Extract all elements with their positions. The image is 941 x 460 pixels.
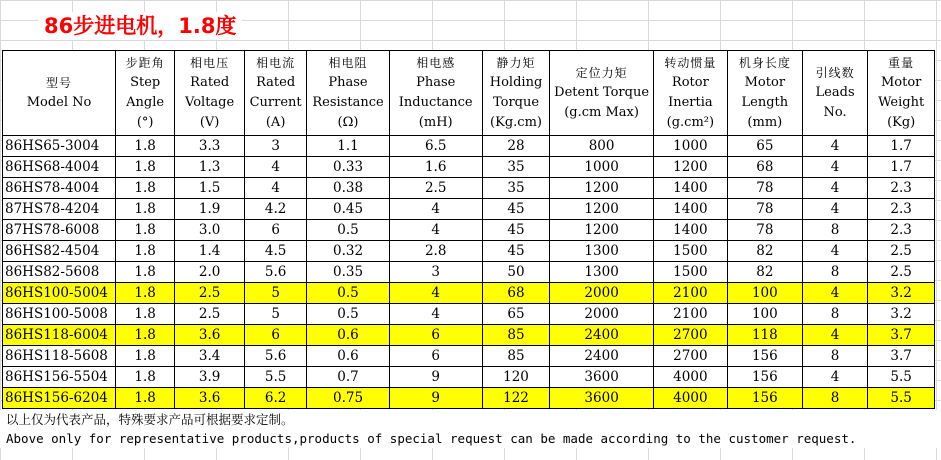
page-title: 86步进电机，1.8度 [38, 12, 242, 40]
column-header-cn: 引线数 [815, 66, 855, 80]
model-cell: 86HS100-5008 [3, 304, 116, 325]
table-cell: 1.4 [175, 241, 245, 262]
column-header-unit: (Kg) [887, 115, 916, 130]
column-header-cn: 定位力矩 [575, 66, 628, 80]
table-row [3, 220, 935, 241]
column-header-unit: (Kg.cm) [490, 115, 542, 130]
table-cell: 3.6 [175, 325, 245, 346]
table-cell: 4.5 [244, 241, 306, 262]
column-header [116, 51, 175, 136]
column-header-unit: (Ω) [337, 115, 359, 130]
table-cell: 1200 [550, 199, 654, 220]
column-header-unit: (mm) [747, 115, 783, 130]
table-cell: 4 [389, 199, 482, 220]
column-header-cn: 相电压 [190, 56, 230, 70]
table-cell: 1300 [550, 241, 654, 262]
table-cell: 2.5 [389, 178, 482, 199]
table-cell: 3.2 [868, 304, 935, 325]
table-row [3, 199, 935, 220]
column-header [868, 51, 935, 136]
table-cell: 120 [482, 367, 550, 388]
table-cell: 4 [244, 157, 306, 178]
column-header [389, 51, 482, 136]
table-cell: 0.32 [307, 241, 389, 262]
table-cell: 28 [482, 136, 550, 157]
table-cell: 1.5 [175, 178, 245, 199]
table-cell: 0.45 [307, 199, 389, 220]
table-cell: 1200 [550, 220, 654, 241]
table-cell: 4000 [653, 367, 727, 388]
table-cell: 0.38 [307, 178, 389, 199]
table-cell: 1.8 [116, 304, 175, 325]
column-header [244, 51, 306, 136]
column-header-en: Rated Current [249, 75, 302, 110]
table-cell: 8 [802, 346, 868, 367]
table-row [3, 325, 935, 346]
table-cell: 800 [550, 136, 654, 157]
table-cell: 0.5 [307, 304, 389, 325]
table-cell: 78 [727, 220, 802, 241]
table-cell: 1.8 [116, 283, 175, 304]
table-row [3, 304, 935, 325]
column-header-en: Leads No. [815, 85, 855, 120]
table-cell: 3.7 [868, 325, 935, 346]
table-row [3, 157, 935, 178]
table-cell: 6 [389, 325, 482, 346]
column-header [727, 51, 802, 136]
table-cell: 3600 [550, 367, 654, 388]
table-cell: 4.2 [244, 199, 306, 220]
table-cell: 1.6 [389, 157, 482, 178]
table-cell: 9 [389, 388, 482, 409]
table-cell: 1400 [653, 199, 727, 220]
header-row [3, 51, 935, 136]
table-cell: 4 [389, 304, 482, 325]
table-row [3, 367, 935, 388]
table-cell: 4 [802, 157, 868, 178]
table-cell: 3.3 [175, 136, 245, 157]
table-cell: 2.0 [175, 262, 245, 283]
column-header-unit: (A) [265, 115, 286, 130]
table-cell: 2.5 [868, 241, 935, 262]
note-chinese: 以上仅为代表产品，特殊要求产品可根据要求定制。 [0, 410, 941, 429]
model-cell: 86HS82-5608 [3, 262, 116, 283]
table-cell: 1200 [550, 178, 654, 199]
column-header [307, 51, 389, 136]
column-header-en: Detent Torque [554, 85, 650, 100]
column-header-en: Phase Inductance [398, 75, 473, 110]
column-header-unit: (g.cm²) [666, 115, 715, 130]
table-cell: 4 [802, 283, 868, 304]
table-cell: 1.8 [116, 178, 175, 199]
table-cell: 156 [727, 346, 802, 367]
column-header-en: Motor Weight [878, 75, 925, 110]
table-cell: 1.8 [116, 199, 175, 220]
table-cell: 6 [244, 325, 306, 346]
table-cell: 0.33 [307, 157, 389, 178]
table-cell: 100 [727, 304, 802, 325]
table-cell: 1.7 [868, 157, 935, 178]
table-cell: 8 [802, 220, 868, 241]
table-cell: 5 [244, 304, 306, 325]
table-cell: 6 [244, 220, 306, 241]
column-header-cn: 型号 [46, 76, 73, 90]
table-cell: 45 [482, 241, 550, 262]
table-cell: 0.6 [307, 325, 389, 346]
column-header-unit: (mH) [418, 115, 453, 130]
column-header [653, 51, 727, 136]
table-cell: 1.8 [116, 241, 175, 262]
table-cell: 122 [482, 388, 550, 409]
model-cell: 86HS65-3004 [3, 136, 116, 157]
table-cell: 8 [802, 262, 868, 283]
table-cell: 4 [802, 178, 868, 199]
table-cell: 1200 [653, 157, 727, 178]
table-cell: 3 [244, 136, 306, 157]
model-cell: 86HS82-4504 [3, 241, 116, 262]
table-cell: 1.8 [116, 157, 175, 178]
table-cell: 82 [727, 262, 802, 283]
column-header-en: Step Angle [126, 75, 165, 110]
model-cell: 86HS156-5504 [3, 367, 116, 388]
table-cell: 68 [727, 157, 802, 178]
table-cell: 3.6 [175, 388, 245, 409]
column-header-en: Phase Resistance [312, 75, 384, 110]
table-cell: 1500 [653, 262, 727, 283]
table-cell: 2.3 [868, 220, 935, 241]
table-cell: 0.6 [307, 346, 389, 367]
table-cell: 1.8 [116, 388, 175, 409]
model-cell: 87HS78-6008 [3, 220, 116, 241]
model-cell: 86HS118-5608 [3, 346, 116, 367]
column-header-cn: 相电感 [416, 56, 456, 70]
table-cell: 1400 [653, 220, 727, 241]
table-cell: 35 [482, 178, 550, 199]
model-cell: 87HS78-4204 [3, 199, 116, 220]
table-cell: 5 [244, 283, 306, 304]
table-cell: 4 [244, 178, 306, 199]
table-cell: 45 [482, 220, 550, 241]
column-header-en: Rated Voltage [185, 75, 235, 110]
table-cell: 156 [727, 388, 802, 409]
table-cell: 5.5 [868, 367, 935, 388]
model-cell: 86HS78-4004 [3, 178, 116, 199]
column-header [550, 51, 654, 136]
table-cell: 6.5 [389, 136, 482, 157]
table-cell: 1.8 [116, 220, 175, 241]
table-cell: 5.5 [868, 388, 935, 409]
column-header [802, 51, 868, 136]
table-row [3, 178, 935, 199]
table-cell: 8 [802, 388, 868, 409]
note-english: Above only for representative products,products of special request can be made according to the customer request. [0, 429, 941, 448]
table-cell: 78 [727, 178, 802, 199]
table-cell: 4 [802, 325, 868, 346]
table-cell: 118 [727, 325, 802, 346]
column-header-en: Holding Torque [489, 75, 543, 110]
column-header-unit: (°) [136, 115, 154, 130]
table-cell: 2400 [550, 346, 654, 367]
table-cell: 1.8 [116, 136, 175, 157]
column-header [482, 51, 550, 136]
table-cell: 156 [727, 367, 802, 388]
table-row [3, 241, 935, 262]
table-cell: 0.5 [307, 283, 389, 304]
table-cell: 65 [482, 304, 550, 325]
table-cell: 6 [389, 346, 482, 367]
table-cell: 4 [389, 283, 482, 304]
table-cell: 3 [389, 262, 482, 283]
table-cell: 4 [389, 220, 482, 241]
table-cell: 78 [727, 199, 802, 220]
table-row [3, 346, 935, 367]
table-cell: 5.5 [244, 367, 306, 388]
table-cell: 1.8 [116, 367, 175, 388]
table-cell: 9 [389, 367, 482, 388]
table-cell: 100 [727, 283, 802, 304]
table-row [3, 283, 935, 304]
table-body [3, 136, 935, 409]
table-cell: 1000 [653, 136, 727, 157]
table-cell: 0.7 [307, 367, 389, 388]
table-cell: 3.0 [175, 220, 245, 241]
table-cell: 2000 [550, 304, 654, 325]
table-cell: 85 [482, 325, 550, 346]
table-row [3, 262, 935, 283]
table-cell: 2400 [550, 325, 654, 346]
column-header-cn: 机身长度 [738, 56, 791, 70]
table-cell: 2.5 [868, 262, 935, 283]
column-header-unit: (V) [199, 115, 220, 130]
table-cell: 50 [482, 262, 550, 283]
table-cell: 6.2 [244, 388, 306, 409]
column-header [175, 51, 245, 136]
table-cell: 2100 [653, 283, 727, 304]
table-cell: 5.6 [244, 346, 306, 367]
table-cell: 82 [727, 241, 802, 262]
table-cell: 4 [802, 367, 868, 388]
model-cell: 86HS118-6004 [3, 325, 116, 346]
table-cell: 1300 [550, 262, 654, 283]
table-cell: 2.3 [868, 178, 935, 199]
table-cell: 2100 [653, 304, 727, 325]
table-cell: 2700 [653, 325, 727, 346]
table-cell: 4000 [653, 388, 727, 409]
table-cell: 45 [482, 199, 550, 220]
column-header-en: Model No [26, 95, 92, 110]
column-header-en: Motor Length [741, 75, 789, 110]
table-cell: 1.7 [868, 136, 935, 157]
table-cell: 3.2 [868, 283, 935, 304]
column-header-en: Rotor Inertia [668, 75, 713, 110]
table-cell: 1500 [653, 241, 727, 262]
table-cell: 8 [802, 304, 868, 325]
table-cell: 4 [802, 136, 868, 157]
table-cell: 0.35 [307, 262, 389, 283]
table-row [3, 136, 935, 157]
table-cell: 2.5 [175, 283, 245, 304]
column-header-cn: 相电流 [256, 56, 296, 70]
table-cell: 3.7 [868, 346, 935, 367]
table-cell: 1.9 [175, 199, 245, 220]
table-cell: 35 [482, 157, 550, 178]
model-cell: 86HS68-4004 [3, 157, 116, 178]
table-cell: 68 [482, 283, 550, 304]
table-cell: 1.8 [116, 262, 175, 283]
table-cell: 0.75 [307, 388, 389, 409]
table-cell: 0.5 [307, 220, 389, 241]
table-row [3, 388, 935, 409]
table-cell: 5.6 [244, 262, 306, 283]
column-header-cn: 重量 [888, 56, 915, 70]
table-cell: 2000 [550, 283, 654, 304]
model-cell: 86HS100-5004 [3, 283, 116, 304]
table-cell: 4 [802, 241, 868, 262]
model-cell: 86HS156-6204 [3, 388, 116, 409]
column-header-cn: 静力矩 [496, 56, 536, 70]
table-cell: 85 [482, 346, 550, 367]
table-cell: 2.5 [175, 304, 245, 325]
table-cell: 1.1 [307, 136, 389, 157]
table-cell: 1000 [550, 157, 654, 178]
spec-table [2, 50, 935, 409]
column-header-cn: 相电阻 [328, 56, 368, 70]
table-cell: 4 [802, 199, 868, 220]
table-cell: 2.8 [389, 241, 482, 262]
table-cell: 2700 [653, 346, 727, 367]
table-cell: 3.9 [175, 367, 245, 388]
table-cell: 3600 [550, 388, 654, 409]
table-cell: 1.3 [175, 157, 245, 178]
table-cell: 1.8 [116, 346, 175, 367]
table-cell: 2.3 [868, 199, 935, 220]
table-cell: 1400 [653, 178, 727, 199]
table-cell: 3.4 [175, 346, 245, 367]
table-cell: 65 [727, 136, 802, 157]
column-header-cn: 转动惯量 [664, 56, 717, 70]
table-cell: 1.8 [116, 325, 175, 346]
column-header [3, 51, 116, 136]
column-header-cn: 步距角 [125, 56, 165, 70]
column-header-unit: (g.cm Max) [564, 105, 639, 120]
